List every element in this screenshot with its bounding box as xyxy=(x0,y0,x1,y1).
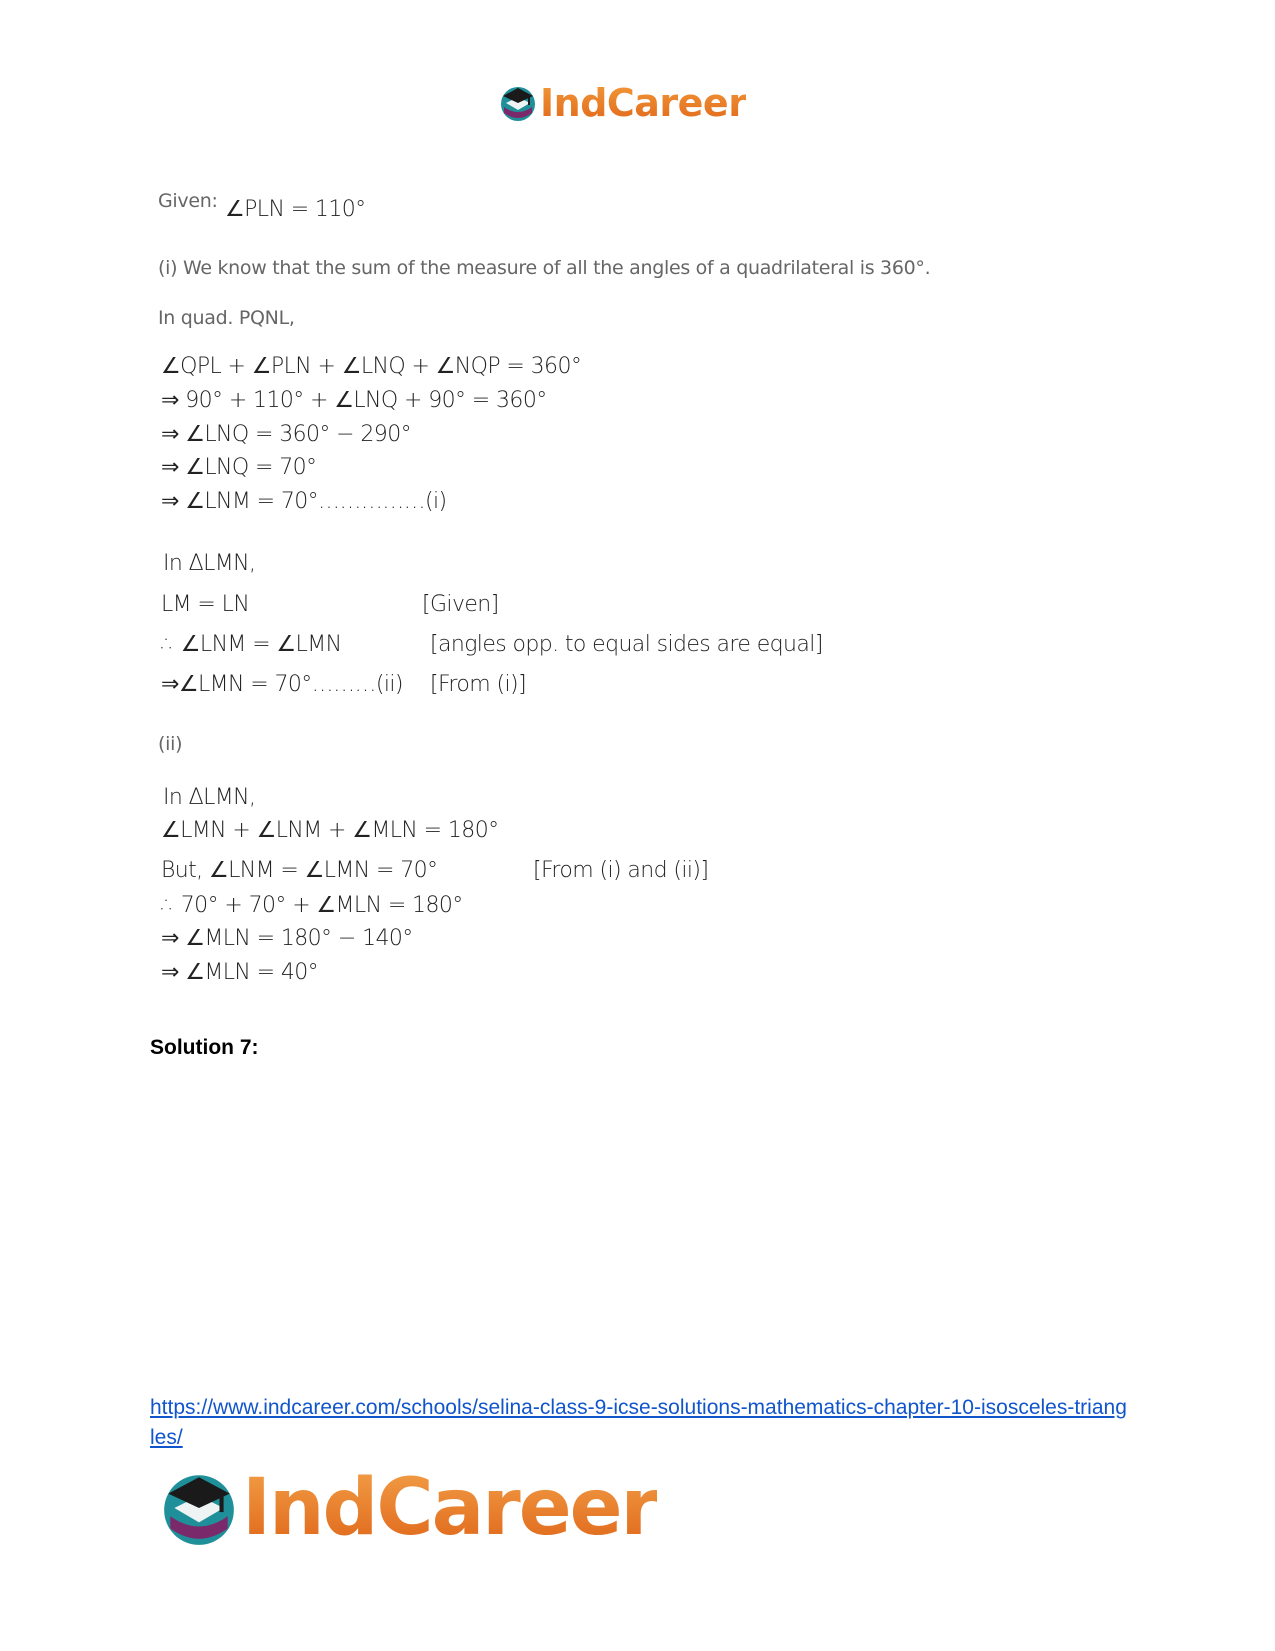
header-logo xyxy=(498,78,746,128)
part-ii-label: (ii) xyxy=(158,733,183,755)
row-lmn-eq-ii: ⇒∠LMN = 70°………(ii) xyxy=(161,672,403,697)
given-expression: ∠PLN = 110° xyxy=(225,197,366,222)
triangle-intro-i: In ΔLMN, xyxy=(163,551,256,576)
part-i-statement: (i) We know that the sum of the measure of all the angles of a quadrilateral is 360°. xyxy=(158,257,931,279)
step-subtract-140: ⇒ ∠MLN = 180° − 140° xyxy=(161,926,413,951)
row-angles-equal: ∴ ∠LNM = ∠LMN xyxy=(161,632,342,657)
footer-logo-text: IndCareer xyxy=(242,1462,657,1553)
footer-logo xyxy=(158,1460,657,1555)
step-mln-result: ⇒ ∠MLN = 40° xyxy=(161,960,319,985)
solution-7-heading: Solution 7: xyxy=(150,1036,259,1059)
graduation-globe-icon xyxy=(498,83,538,123)
row-lm-ln-reason: [Given] xyxy=(422,592,499,617)
source-link[interactable]: https://www.indcareer.com/schools/selina-class-9-icse-solutions-mathematics-chapter-10-isosceles-triangles/ xyxy=(150,1396,1127,1449)
given-label: Given: xyxy=(158,190,218,212)
step-lnq-result: ⇒ ∠LNQ = 70° xyxy=(161,455,317,480)
step-substitute-70: ∴ 70° + 70° + ∠MLN = 180° xyxy=(161,893,463,918)
step-subtract: ⇒ ∠LNQ = 360° − 290° xyxy=(161,422,412,447)
step-lnm-eq-i: ⇒ ∠LNM = 70°……………(i) xyxy=(161,489,447,514)
step-but: But, ∠LNM = ∠LMN = 70° xyxy=(161,858,438,883)
row-angles-equal-reason: [angles opp. to equal sides are equal] xyxy=(430,632,823,657)
triangle-intro-ii: In ΔLMN, xyxy=(163,785,256,810)
header-logo-text: IndCareer xyxy=(540,81,747,125)
quad-intro: In quad. PQNL, xyxy=(158,307,295,329)
step-substitute: ⇒ 90° + 110° + ∠LNQ + 90° = 360° xyxy=(161,388,547,413)
row-lmn-eq-ii-reason: [From (i)] xyxy=(430,672,526,697)
graduation-globe-icon xyxy=(158,1467,240,1549)
step-triangle-sum: ∠LMN + ∠LNM + ∠MLN = 180° xyxy=(161,818,499,843)
row-lm-ln: LM = LN xyxy=(161,592,250,617)
step-but-reason: [From (i) and (ii)] xyxy=(533,858,709,883)
step-angle-sum: ∠QPL + ∠PLN + ∠LNQ + ∠NQP = 360° xyxy=(161,354,582,379)
